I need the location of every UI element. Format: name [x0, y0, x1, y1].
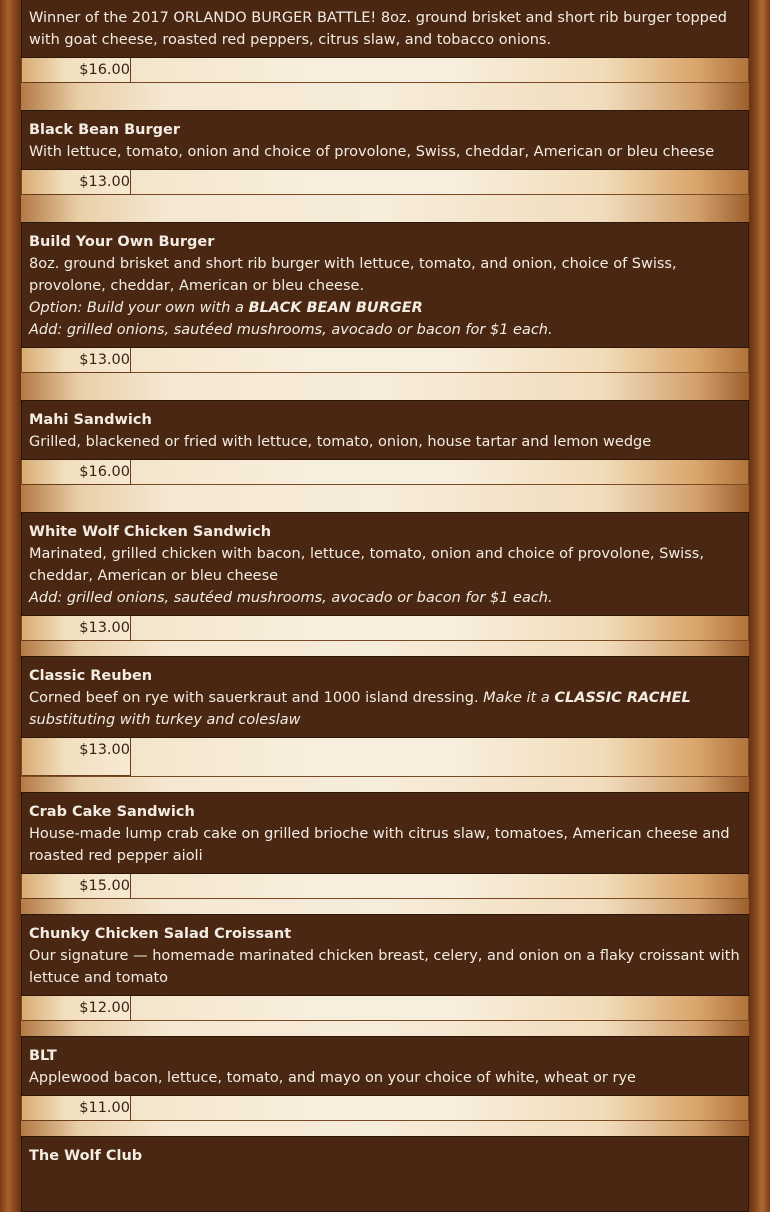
- price-cell: [22, 170, 131, 195]
- item-description: Winner of the 2017 ORLANDO BURGER BATTLE! 8oz. ground brisket and short rib burger topped with goat cheese, roasted red peppers, citrus slaw, and tobacco onions.: [29, 10, 727, 48]
- item-divider: [21, 899, 749, 914]
- item-name: White Wolf Chicken Sandwich: [29, 524, 272, 540]
- item-name: Chunky Chicken Salad Croissant: [29, 926, 292, 942]
- price-row: [21, 170, 749, 195]
- item-description-box: [21, 222, 749, 348]
- item-description-wrap: [29, 687, 741, 731]
- note-highlight: CLASSIC RACHEL: [554, 690, 691, 706]
- item-price: $16.00: [79, 464, 130, 480]
- price-cell: [22, 348, 131, 373]
- item-price: $11.00: [79, 1100, 130, 1116]
- item-description: With lettuce, tomato, onion and choice of provolone, Swiss, cheddar, American or bleu cheese: [29, 144, 715, 160]
- item-price: $13.00: [79, 742, 130, 758]
- menu-item: [21, 914, 749, 1021]
- item-divider: [21, 195, 749, 222]
- item-description-box: [21, 792, 749, 874]
- price-row: [21, 874, 749, 899]
- price-row: [21, 738, 749, 777]
- menu-item: [21, 1136, 749, 1212]
- item-description-box: [21, 400, 749, 460]
- item-description: House-made lump crab cake on grilled brioche with citrus slaw, tomatoes, American cheese and roasted red pepper aioli: [29, 826, 730, 864]
- item-description: 8oz. ground brisket and short rib burger with lettuce, tomato, and onion, choice of Swiss, provolone, cheddar, American or bleu cheese.: [29, 256, 677, 294]
- note-suffix: substituting with turkey and coleslaw: [29, 712, 301, 728]
- price-cell: [22, 996, 131, 1021]
- item-description: Our signature — homemade marinated chicken breast, celery, and onion on a flaky croissant with lettuce and tomato: [29, 948, 740, 986]
- item-description-box: [21, 914, 749, 996]
- item-description-box: [21, 1036, 749, 1096]
- item-price: $13.00: [79, 352, 130, 368]
- item-description: Corned beef on rye with sauerkraut and 1000 island dressing.: [29, 690, 484, 706]
- menu-item: [21, 512, 749, 641]
- note-prefix: Make it a: [483, 690, 555, 706]
- menu-item: [21, 110, 749, 195]
- item-description-box: [21, 0, 749, 58]
- menu-item: [21, 222, 749, 373]
- option-prefix: Option: Build your own with a: [29, 300, 249, 316]
- price-cell: [22, 460, 131, 485]
- price-row: [21, 996, 749, 1021]
- item-option: [29, 297, 741, 319]
- price-row: [21, 58, 749, 83]
- menu-item: [21, 400, 749, 485]
- item-name: Black Bean Burger: [29, 122, 181, 138]
- price-cell: [22, 616, 131, 641]
- price-row: [21, 348, 749, 373]
- item-divider: [21, 83, 749, 110]
- menu-item: [21, 656, 749, 777]
- item-name: Build Your Own Burger: [29, 234, 215, 250]
- option-highlight: BLACK BEAN BURGER: [248, 300, 423, 316]
- item-price: $15.00: [79, 878, 130, 894]
- item-name: Classic Reuben: [29, 668, 153, 684]
- item-description-box: [21, 512, 749, 616]
- price-cell: [22, 874, 131, 899]
- item-description: Applewood bacon, lettuce, tomato, and mayo on your choice of white, wheat or rye: [29, 1070, 636, 1086]
- price-row: [21, 616, 749, 641]
- item-price: $12.00: [79, 1000, 130, 1016]
- menu-list: [21, 0, 749, 1212]
- item-description-box: [21, 1136, 749, 1212]
- item-description-box: [21, 656, 749, 738]
- item-addon: Add: grilled onions, sautéed mushrooms, avocado or bacon for $1 each.: [29, 322, 553, 338]
- menu-item: [21, 0, 749, 83]
- item-divider: [21, 1021, 749, 1036]
- item-price: $13.00: [79, 620, 130, 636]
- price-cell: [22, 1096, 131, 1121]
- item-name: Crab Cake Sandwich: [29, 804, 195, 820]
- menu-item: [21, 792, 749, 899]
- item-addon: Add: grilled onions, sautéed mushrooms, avocado or bacon for $1 each.: [29, 590, 553, 606]
- menu-item: [21, 1036, 749, 1121]
- item-price: $13.00: [79, 174, 130, 190]
- item-price: $16.00: [79, 62, 130, 78]
- price-row: [21, 1096, 749, 1121]
- item-description: Marinated, grilled chicken with bacon, lettuce, tomato, onion and choice of provolone, Swiss, cheddar, American or bleu cheese: [29, 546, 704, 584]
- item-divider: [21, 641, 749, 656]
- price-row: [21, 460, 749, 485]
- item-divider: [21, 485, 749, 512]
- item-name: Mahi Sandwich: [29, 412, 152, 428]
- item-name: BLT: [29, 1048, 57, 1064]
- item-divider: [21, 777, 749, 792]
- price-cell: [22, 738, 131, 776]
- price-cell: [22, 58, 131, 83]
- item-divider: [21, 1121, 749, 1136]
- item-divider: [21, 373, 749, 400]
- item-name: The Wolf Club: [29, 1148, 143, 1164]
- item-description-box: [21, 110, 749, 170]
- item-description: Grilled, blackened or fried with lettuce, tomato, onion, house tartar and lemon wedge: [29, 434, 652, 450]
